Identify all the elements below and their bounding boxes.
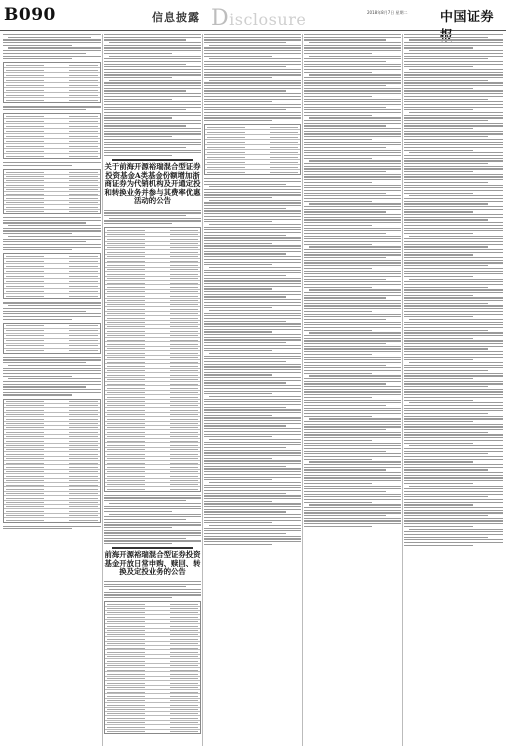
- column-divider: [302, 34, 303, 746]
- data-table: [3, 253, 101, 299]
- data-table: [104, 227, 201, 491]
- data-table: [104, 601, 201, 734]
- page-header: [0, 0, 506, 31]
- data-table: [204, 124, 301, 175]
- data-table: [3, 113, 101, 159]
- section-title: 信息披露: [152, 11, 200, 24]
- column-divider: [202, 34, 203, 746]
- data-table: [3, 169, 101, 214]
- column-divider: [402, 34, 403, 746]
- data-table: [3, 323, 101, 354]
- article-headline-2: 前海开源裕瑞混合型证券投资基金开放日常申购、赎回、转换及定投业务的公告: [104, 550, 201, 577]
- section-title-english: [211, 6, 306, 31]
- text-column-2: [104, 34, 201, 746]
- issue-date: 2018年8月7日 星期二: [367, 10, 408, 15]
- article-headline-1: 关于前海开源裕瑞混合型证券投资基金A类基金份额增加浙商证券为代销机构及开通定投和转换业务并参与其费率优惠活动的公告: [104, 162, 201, 206]
- newspaper-logo: 中国证券: [440, 10, 495, 25]
- text-column-4: [304, 34, 401, 746]
- section-title-english-initial: D: [211, 6, 230, 31]
- data-table: [3, 399, 101, 523]
- headline-rule: [112, 159, 193, 161]
- data-table: [3, 62, 101, 103]
- column-divider: [102, 34, 103, 746]
- text-column-3: [204, 34, 301, 746]
- section-title-english-rest: isclosure: [229, 10, 307, 29]
- text-column-5: [404, 34, 503, 746]
- text-column-1: [3, 34, 101, 746]
- page-number: B090: [4, 5, 56, 25]
- headline-rule: [112, 547, 193, 549]
